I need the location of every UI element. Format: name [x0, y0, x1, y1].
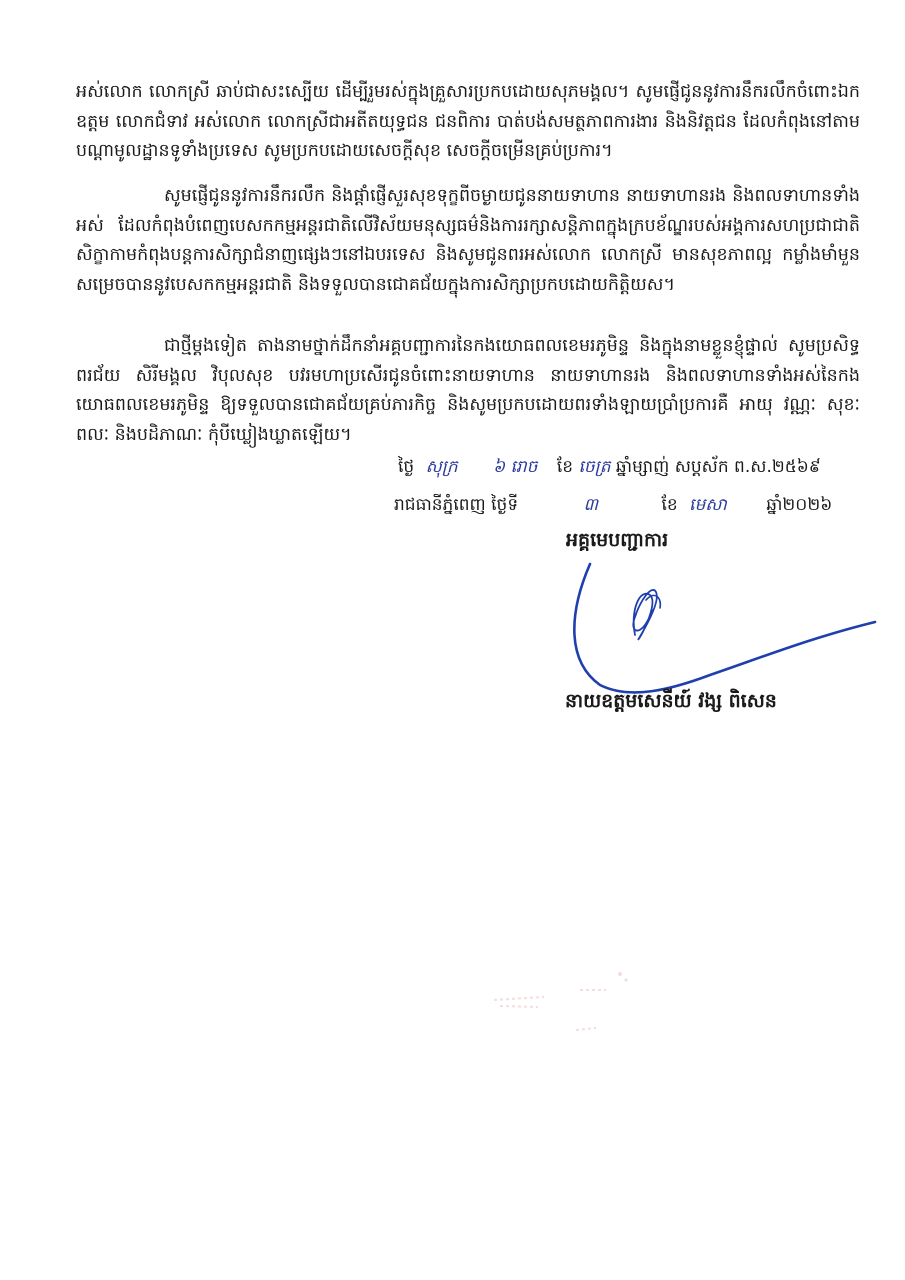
- faint-stamp-mark: [480, 960, 640, 1040]
- lunar-month-handwritten: ចេត្រ: [578, 457, 611, 477]
- lunar-day-handwritten: សុក្រ: [425, 457, 458, 477]
- paragraph-3: ជាថ្មីម្តងទៀត តាងនាមថ្នាក់ដឹកនាំអគ្គបញ្ជាការនៃកងយោធពលខេមរភូមិន្ទ និងក្នុងនាមខ្លួនខ្ញុំផ្ទាល់ សូមប្រសិទ្ធពរជ័យ សិរីមង្គល វិបុលសុខ បវរមហាប្រសើរជូនចំពោះនាយទាហាន នាយទាហានរង និងពលទាហានទាំងអស់នៃកងយោធពលខេមរភូមិន្ទ ឱ្យទទួលបានជោគជ័យគ្រប់ភារកិច្ច និងសូមប្រកបដោយពរទាំងឡាយប្រាំប្រការគឺ អាយុ វណ្ណៈ សុខៈ ពលៈ និងបដិភាណៈ កុំបីឃ្លៀងឃ្លាតឡើយ។: [76, 336, 860, 445]
- lunar-year: ឆ្នាំម្សាញ់ សប្តស័ក ព.ស.២៥៦៩: [615, 457, 821, 477]
- lunar-date-line: [398, 456, 821, 481]
- solar-place-prefix: រាជធានីភ្នំពេញ ថ្ងៃទី: [394, 495, 519, 515]
- paragraph-1: អស់លោក លោកស្រី ឆាប់ជាសះស្បើយ ដើម្បីរួមរស់ក្នុងគ្រួសារប្រកបដោយសុភមង្គល។ សូមផ្ញើជូននូវការនឹករលឹកចំពោះឯកឧត្តម លោកជំទាវ អស់លោក លោកស្រីជាអតីតយុទ្ធជន ជនពិការ បាត់បង់សមត្ថភាពការងារ និងនិវត្តជន ដែលកំពុងនៅតាមបណ្តាមូលដ្ឋានទូទាំងប្រទេស សូមប្រកបដោយសេចក្តីសុខ សេចក្តីចម្រើនគ្រប់ប្រការ។: [76, 82, 860, 162]
- lunar-moon-handwritten: ៦ រោច: [493, 457, 538, 477]
- solar-month-prefix: ខែ: [661, 495, 678, 515]
- solar-date-line: [394, 494, 832, 519]
- solar-year: ឆ្នាំ២០២៦: [766, 495, 833, 515]
- paragraph-3-block: [76, 332, 860, 458]
- lunar-day-prefix: ថ្ងៃ: [398, 457, 415, 477]
- solar-day-handwritten: ៣: [583, 495, 599, 515]
- signatory-name: នាយឧត្តមសេនីយ៍ វង្ស ពិសេន: [565, 690, 777, 712]
- signatory-title: អគ្គមេបញ្ជាការ: [566, 529, 669, 551]
- paragraph-2-block: [76, 182, 860, 308]
- solar-month-handwritten: មេសា: [689, 495, 727, 515]
- handwritten-signature: [560, 540, 880, 700]
- paragraph-1-block: [76, 78, 860, 175]
- lunar-month-prefix: ខែ: [556, 457, 574, 477]
- paragraph-2: សូមផ្ញើជូននូវការនឹករលឹក និងផ្តាំផ្ញើសួរសុខទុក្ខពីចម្ងាយជូននាយទាហាន នាយទាហានរង និងពលទាហានទាំងអស់ ដែលកំពុងបំពេញបេសកកម្មអន្តរជាតិលើវិស័យមនុស្សធម៌និងការរក្សាសន្តិភាពក្នុងក្របខ័ណ្ឌរបស់អង្គការសហប្រជាជាតិ សិក្ខាកាមកំពុងបន្តការសិក្សាជំនាញផ្សេងៗនៅឯបរទេស និងសូមជូនពរអស់លោក លោកស្រី មានសុខភាពល្អ កម្លាំងមាំមួន សម្រេចបាននូវបេសកកម្មអន្តរជាតិ និងទទួលបានជោគជ័យក្នុងការសិក្សាប្រកបដោយកិត្តិយស។: [76, 186, 860, 295]
